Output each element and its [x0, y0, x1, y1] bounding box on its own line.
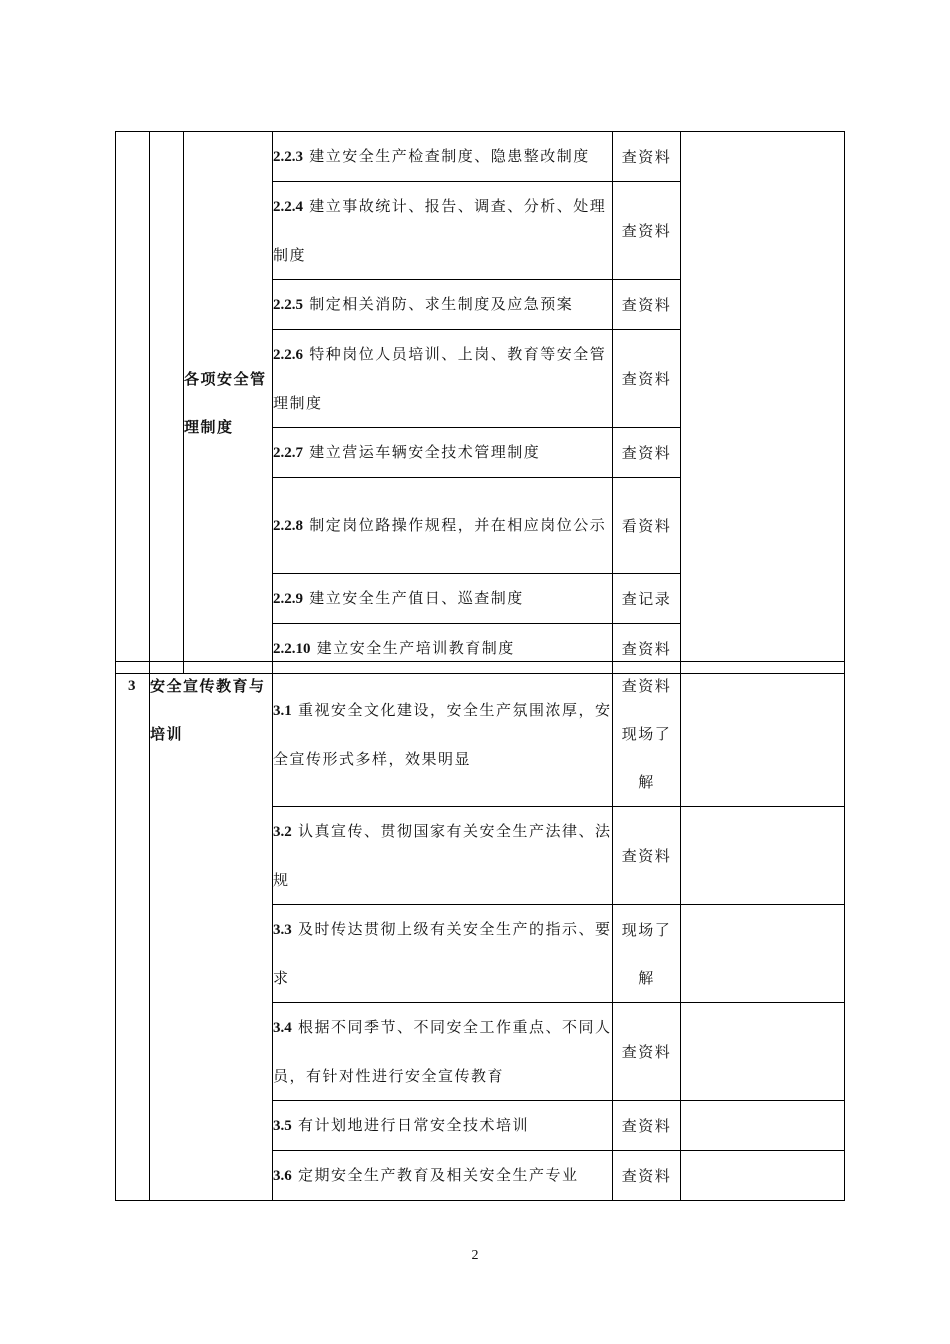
item-text: 及时传达贯彻上级有关安全生产的指示、要求 [273, 920, 612, 987]
method-cell: 查资料 [613, 330, 681, 428]
item-cell [273, 574, 613, 624]
item-code: 3.3 [273, 922, 292, 938]
item-cell [273, 1101, 613, 1151]
item-text: 制定岗位路操作规程，并在相应岗位公示 [309, 516, 607, 534]
method-cell: 看资料 [613, 478, 681, 574]
item-code: 3.1 [273, 702, 292, 719]
inspection-table [115, 131, 845, 674]
method-cell: 查资料 [613, 132, 681, 182]
item-code: 2.2.7 [273, 445, 303, 461]
item-cell [273, 182, 613, 280]
item-text: 特种岗位人员培训、上岗、教育等安全管理制度 [273, 345, 607, 412]
score-cell [681, 132, 845, 674]
score-cell [681, 1151, 845, 1201]
item-code: 2.2.6 [273, 347, 303, 363]
item-text: 建立安全生产值日、巡查制度 [309, 589, 524, 607]
item-cell [273, 905, 613, 1003]
method-cell: 查资料 [613, 1003, 681, 1101]
item-text: 制定相关消防、求生制度及应急预案 [309, 295, 574, 313]
item-cell [273, 478, 613, 574]
score-cell [681, 807, 845, 905]
method-cell: 查资料 [613, 624, 681, 674]
category-cell: 安全宣传教育与培训 [150, 662, 273, 1201]
method-cell: 查资料 [613, 280, 681, 330]
item-code: 2.2.5 [273, 297, 303, 313]
item-code: 3.2 [273, 824, 292, 840]
method-cell: 查资料现场了解 [613, 662, 681, 807]
item-code: 3.6 [273, 1168, 292, 1184]
score-cell [681, 662, 845, 807]
score-cell [681, 905, 845, 1003]
item-text: 重视安全文化建设，安全生产氛围浓厚，安全宣传形式多样，效果明显 [273, 700, 612, 768]
item-cell [273, 807, 613, 905]
inspection-table-section-3 [115, 661, 845, 1201]
item-code: 2.2.9 [273, 591, 303, 607]
score-cell [681, 1101, 845, 1151]
item-code: 3.4 [273, 1020, 292, 1036]
item-cell [273, 662, 613, 807]
section-number: 3 [116, 662, 150, 1201]
item-cell [273, 132, 613, 182]
item-code: 2.2.8 [273, 518, 303, 534]
method-cell: 查资料 [613, 1101, 681, 1151]
method-cell: 查资料 [613, 1151, 681, 1201]
item-cell [273, 280, 613, 330]
score-cell [681, 1003, 845, 1101]
item-cell [273, 1003, 613, 1101]
item-text: 定期安全生产教育及相关安全生产专业 [298, 1166, 579, 1184]
item-text: 根据不同季节、不同安全工作重点、不同人员，有针对性进行安全宣传教育 [273, 1018, 612, 1085]
item-cell [273, 1151, 613, 1201]
item-code: 2.2.10 [273, 641, 311, 657]
category-cell: 各项安全管理制度 [184, 132, 273, 674]
item-text: 有计划地进行日常安全技术培训 [298, 1116, 530, 1134]
item-text: 建立安全生产培训教育制度 [316, 639, 515, 657]
method-cell: 现场了解 [613, 905, 681, 1003]
method-cell: 查资料 [613, 807, 681, 905]
item-text: 认真宣传、贯彻国家有关安全生产法律、法规 [273, 822, 612, 889]
item-text: 建立事故统计、报告、调查、分析、处理制度 [273, 197, 607, 264]
item-text: 建立安全生产检查制度、隐患整改制度 [309, 147, 590, 165]
item-code: 3.5 [273, 1118, 292, 1134]
item-cell [273, 428, 613, 478]
method-cell: 查资料 [613, 182, 681, 280]
subnumber-cell [150, 132, 184, 674]
page-number: 2 [471, 1248, 479, 1263]
method-cell: 查资料 [613, 428, 681, 478]
number-cell [116, 132, 150, 674]
item-cell [273, 330, 613, 428]
item-code: 2.2.3 [273, 149, 303, 165]
item-code: 2.2.4 [273, 199, 303, 215]
table-row [116, 662, 845, 807]
method-cell: 查记录 [613, 574, 681, 624]
item-text: 建立营运车辆安全技术管理制度 [309, 443, 541, 461]
table-row [116, 132, 845, 182]
